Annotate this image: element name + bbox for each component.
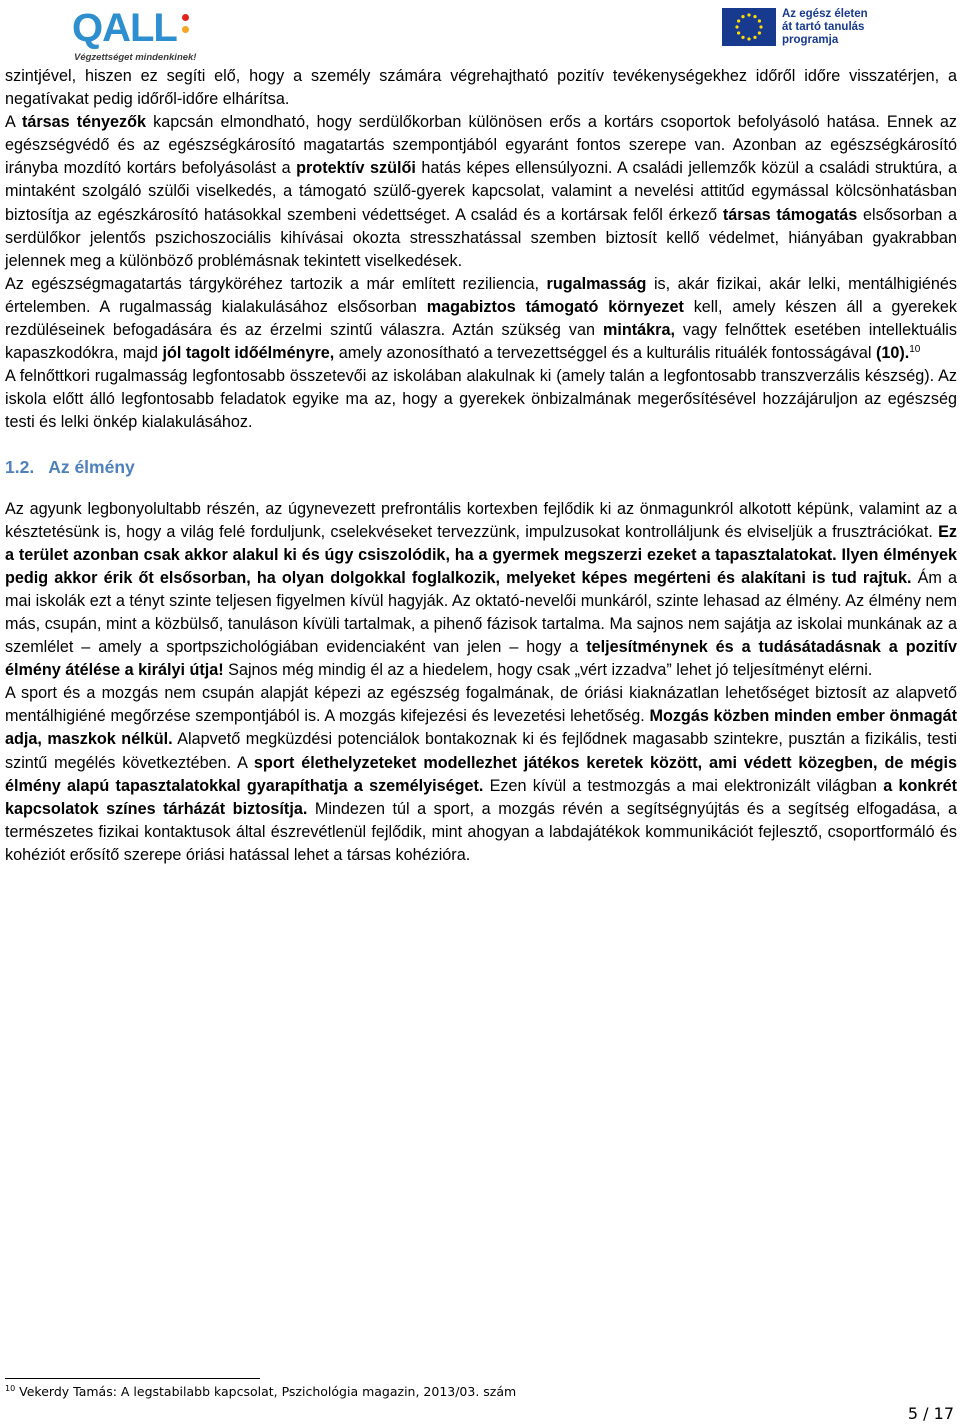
text-run: Az agyunk legbonyolultabb részén, az úgynevezett prefrontális kortexben fejlődik ki az önmagunkról alkotott képünk, valamint az a késztetésünk is, hogy a világ felé forduljunk, cselekvéseket tervezzünk, impulzusokat kontrolláljunk és elviseljük a frusztrációkat. <box>5 499 957 541</box>
qall-logo <box>72 6 202 64</box>
text-run: szintjével, hiszen ez segíti elő, hogy a személy számára végrehajtható pozitív tevékenységekhez időről időre visszatérjen, a negatívakat pedig időről-időre elhárítsa. <box>5 67 957 109</box>
paragraph-3 <box>5 273 957 365</box>
eu-program-text <box>782 8 868 47</box>
bold-text-run: jól tagolt időélményre, <box>162 344 335 363</box>
section-title: Az élmény <box>48 456 135 477</box>
text-run: A <box>5 113 22 132</box>
text-run: Alapvető megküzdési potenciálok bontakoznak ki és fejlődnek magasabb szintekre, pusztán a fizikális, testi szintű megélés következtében. A <box>5 730 957 772</box>
bold-text-run: a konkrét kapcsolatok színes tárházát biztosítja. <box>5 776 957 818</box>
text-run: kapcsán elmondható, hogy serdülőkorban különösen erős a kortárs csoportok befolyásoló hatása. Ennek az egészségvédő és az egészségkárosító magatartás szempontjából egyaránt fontos szerepe van. Azonban az egészségkárosító irányba mozdító kortárs befolyásolást a <box>5 113 957 178</box>
red-dot-icon <box>182 14 189 21</box>
section-number: 1.2. <box>5 456 35 477</box>
paragraph-4 <box>5 365 957 434</box>
qall-logo-dots <box>182 14 190 40</box>
bold-text-run: Ez a terület azonban csak akkor alakul ki és úgy csiszolódik, ha a gyermek megszerzi ezeket a tapasztalatokat. Ilyen élmények pedig akkor érik őt elsősorban, ha olyan dolgokkal foglalkozik, melyeket képes megérteni és alakítani is tud rajtuk. <box>5 522 957 587</box>
bold-text-run: társas tényezők <box>21 113 147 132</box>
text-run: Mindezen túl a sport, a mozgás révén a segítségnyújtás és a segítség elfogadása, a természetes fizikai kontaktusok által észrevétlenül fejlődik, mint ahogyan a labdajátékok kommunikációt fejlesztő, csoportformáló és kohéziót erősítő szerepe óriási hatással lehet a társas kohézióra. <box>5 799 957 864</box>
page-number: 5 / 17 <box>907 1404 954 1423</box>
bold-text-run: sport élethelyzeteket modellezhet játékos keretek között, ami védett közegben, de mégis élmény alapú tapasztalatokkal gyarapíthatja a személyiséget. <box>5 753 958 795</box>
bold-text-run: mintákra, <box>602 321 675 340</box>
page-header <box>0 0 960 70</box>
footnote-separator <box>5 1378 260 1379</box>
bold-text-run: Mozgás közben minden ember önmagát adja, maszkok nélkül. <box>5 707 957 749</box>
bold-text-run: rugalmasság <box>546 274 647 293</box>
text-run: A felnőttkori rugalmasság legfontosabb összetevői az iskolában alakulnak ki (amely talán a legfontosabb transzverzális készség). Az iskola előtt álló legfontosabb feladatok egyike ma az, hogy a gyerekek önbizalmának megerősítésével hozzájáruljon az egészség testi és lelki önkép kialakulásához. <box>5 367 957 432</box>
text-run: Ám a mai iskolák ezt a tényt szinte teljesen figyelmen kívül hagyják. Az oktató-nevelői munkáról, szinte lehasad az élmény. Az élmény nem más, csupán, mint a közbülső, tanuláson kívüli tartalmak, a pihenő fázisok tartalma. Ma sajnos nem sajátja az iskolai munkának az a szemlélet – amely a sportpszichológiában evidenciaként van jelen – hogy a <box>5 568 958 657</box>
eu-flag-icon <box>722 8 776 46</box>
footnote-number: 10 <box>5 1384 16 1393</box>
paragraph-1 <box>5 65 957 111</box>
text-run: elsősorban a serdülőkor jelentős pszichoszociális kihívásai okozta stresszhatással szemben biztosít kellő védelmet, hiányában gyakrabban jelennek meg a különböző problémásnak tekintett viselkedések. <box>5 205 957 270</box>
bold-text-run: protektív szülői <box>296 159 416 178</box>
text-run: amely azonosítható a tervezettséggel és a kulturális rituálék fontosságával <box>334 344 876 363</box>
orange-dot-icon <box>182 26 189 33</box>
text-run: Az egészségmagatartás tárgyköréhez tartozik a már említett reziliencia, <box>5 274 547 293</box>
text-run: vagy felnőttek esetében intellektuális kapaszkodókra, majd <box>5 321 957 363</box>
text-run: Sajnos még mindig él az a hiedelem, hogy csak „vért izzadva” lehet jó teljesítményt elérni. <box>223 661 873 680</box>
footnote-marker[interactable]: 10 <box>909 344 921 356</box>
paragraph-6 <box>5 682 957 867</box>
footnote-text: Vekerdy Tamás: A legstabilabb kapcsolat, Pszichológia magazin, 2013/03. szám <box>15 1384 517 1399</box>
bold-text-run: teljesítménynek és a tudásátadásnak a pozitív élmény átélése a királyi útja! <box>5 638 957 680</box>
eu-text-line-3: programja <box>782 34 839 46</box>
text-run: A sport és a mozgás nem csupán alapját képezi az egészség fogalmának, de óriási kiaknázatlan lehetőséget biztosít az alapvető mentálhigiéné megőrzése szempontjából is. A mozgás kifejezési és levezetési lehetőség. <box>5 684 957 726</box>
eu-program-logo <box>722 8 892 52</box>
bold-text-run: társas támogatás <box>722 205 858 224</box>
paragraph-2 <box>5 111 957 273</box>
document-body <box>5 65 957 867</box>
paragraph-5 <box>5 498 957 683</box>
text-run: is, akár fizikai, akár lelki, mentálhigiénés értelemben. A rugalmasság kialakulásához elsősorban <box>5 274 957 316</box>
qall-tagline: Végzettséget mindenkinek! <box>74 52 197 63</box>
section-heading <box>5 457 957 478</box>
eu-text-line-1: Az egész életen <box>782 8 868 20</box>
eu-text-line-2: át tartó tanulás <box>782 21 865 33</box>
citation-reference: (10). <box>875 344 910 363</box>
text-run: hatás képes ellensúlyozni. A családi jellemzők közül a családi struktúra, a mintaként szolgáló szülői viselkedés, a támogató szülő-gyerek kapcsolat, valamint a nevelési attitűd egymással kölcsönhatásban biztosítja az egészkárosító hatásokkal szembeni védettséget. A család és a kortársak felől érkező <box>5 159 957 224</box>
text-run: Ezen kívül a testmozgás a mai elektronizált világban <box>483 776 884 795</box>
qall-logo-mark: QALL <box>72 6 177 50</box>
bold-text-run: magabiztos támogató környezet <box>426 297 684 316</box>
footnote <box>5 1384 516 1399</box>
text-run: kell, amely készen áll a gyerekek rezdüléseinek befogadására és az érzelmi szintű válaszra. Aztán szükség van <box>5 297 957 340</box>
